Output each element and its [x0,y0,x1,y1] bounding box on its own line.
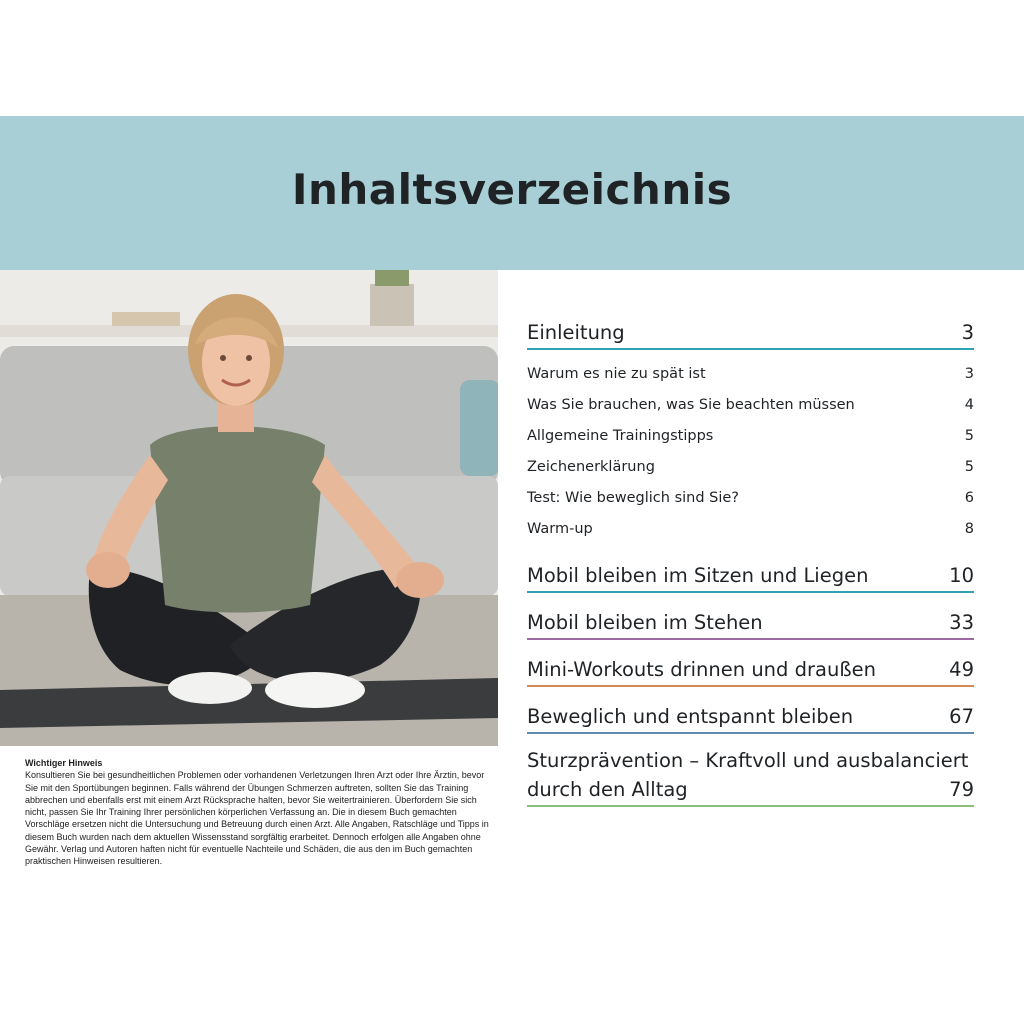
toc-chapter-page: 3 [961,321,974,344]
toc-chapter-label: Mini-Workouts drinnen und draußen [527,658,876,681]
important-note [25,757,495,868]
toc-chapter-page: 49 [949,658,974,681]
toc-chapter-mini-workouts[interactable] [527,655,974,687]
toc-sub-label: Zeichenerklärung [527,458,655,475]
toc-sub-page: 8 [964,520,974,537]
photo-woman-yoga [0,270,498,746]
toc-sub-item[interactable] [527,389,974,420]
toc-sub-item[interactable] [527,358,974,389]
title-banner [0,116,1024,270]
toc-chapter-sitting[interactable] [527,561,974,593]
toc-sub-label: Warm-up [527,520,593,537]
toc-sub-label: Test: Wie beweglich sind Sie? [527,489,739,506]
toc-chapter-standing[interactable] [527,608,974,640]
toc-chapter-page: 67 [949,705,974,728]
toc-sub-label: Warum es nie zu spät ist [527,365,706,382]
toc-chapter-label: Einleitung [527,321,625,344]
toc-chapter-page: 33 [949,611,974,634]
toc-sub-label: Allgemeine Trainingstipps [527,427,714,444]
toc-sub-item[interactable] [527,420,974,451]
toc-sub-page: 6 [964,489,974,506]
toc-sub-label: Was Sie brauchen, was Sie beachten müssen [527,396,855,413]
toc-chapter-page: 79 [949,778,974,801]
toc-sub-page: 5 [964,427,974,444]
toc-chapter-label: Beweglich und entspannt bleiben [527,705,854,728]
toc-chapter-fall-prevention[interactable] [527,749,974,807]
toc-chapter-label-line2: durch den Alltag [527,778,688,801]
toc-chapter-relaxed[interactable] [527,702,974,734]
toc-chapter-label-line1: Sturzprävention – Kraftvoll und ausbalanciert [527,749,969,772]
table-of-contents [527,318,974,807]
page-title: Inhaltsverzeichnis [291,164,733,214]
toc-sub-page: 3 [964,365,974,382]
toc-sub-item[interactable] [527,513,974,544]
toc-sub-item[interactable] [527,451,974,482]
toc-chapter-label: Mobil bleiben im Stehen [527,611,763,634]
toc-chapter-intro[interactable] [527,318,974,350]
toc-sub-item[interactable] [527,482,974,513]
note-text: Konsultieren Sie bei gesundheitlichen Problemen oder vorhandenen Verletzungen Ihren Arzt oder Ihre Ärztin, bevor Sie mit den Sportübungen beginnen. Falls während der Übungen Schmerzen auftreten, sollten Sie das Training abbrechen und ebenfalls erst mit einem Arzt Rücksprache halten, bevor Sie weitertrainieren. Überfordern Sie sich nicht, passen Sie Ihr Training Ihrer persönlichen körperlichen Verfassung an. Die in diesem Buch gemachten Vorschläge ersetzen nicht die Untersuchung und Betreuung durch einen Arzt. Alle Angaben, Ratschläge und Tipps in diesem Buch wurden nach dem aktuellen Wissensstand sorgfältig erarbeitet. Dennoch erfolgen alle Angaben ohne Gewähr. Verlag und Autoren haften nicht für eventuelle Nachteile und Schäden, die aus den im Buch gemachten praktischen Hinweisen resultieren. [25,770,489,867]
toc-sub-page: 4 [964,396,974,413]
toc-chapter-page: 10 [949,564,974,587]
note-title: Wichtiger Hinweis [25,758,103,768]
toc-chapter-label: Mobil bleiben im Sitzen und Liegen [527,564,869,587]
toc-sub-page: 5 [964,458,974,475]
